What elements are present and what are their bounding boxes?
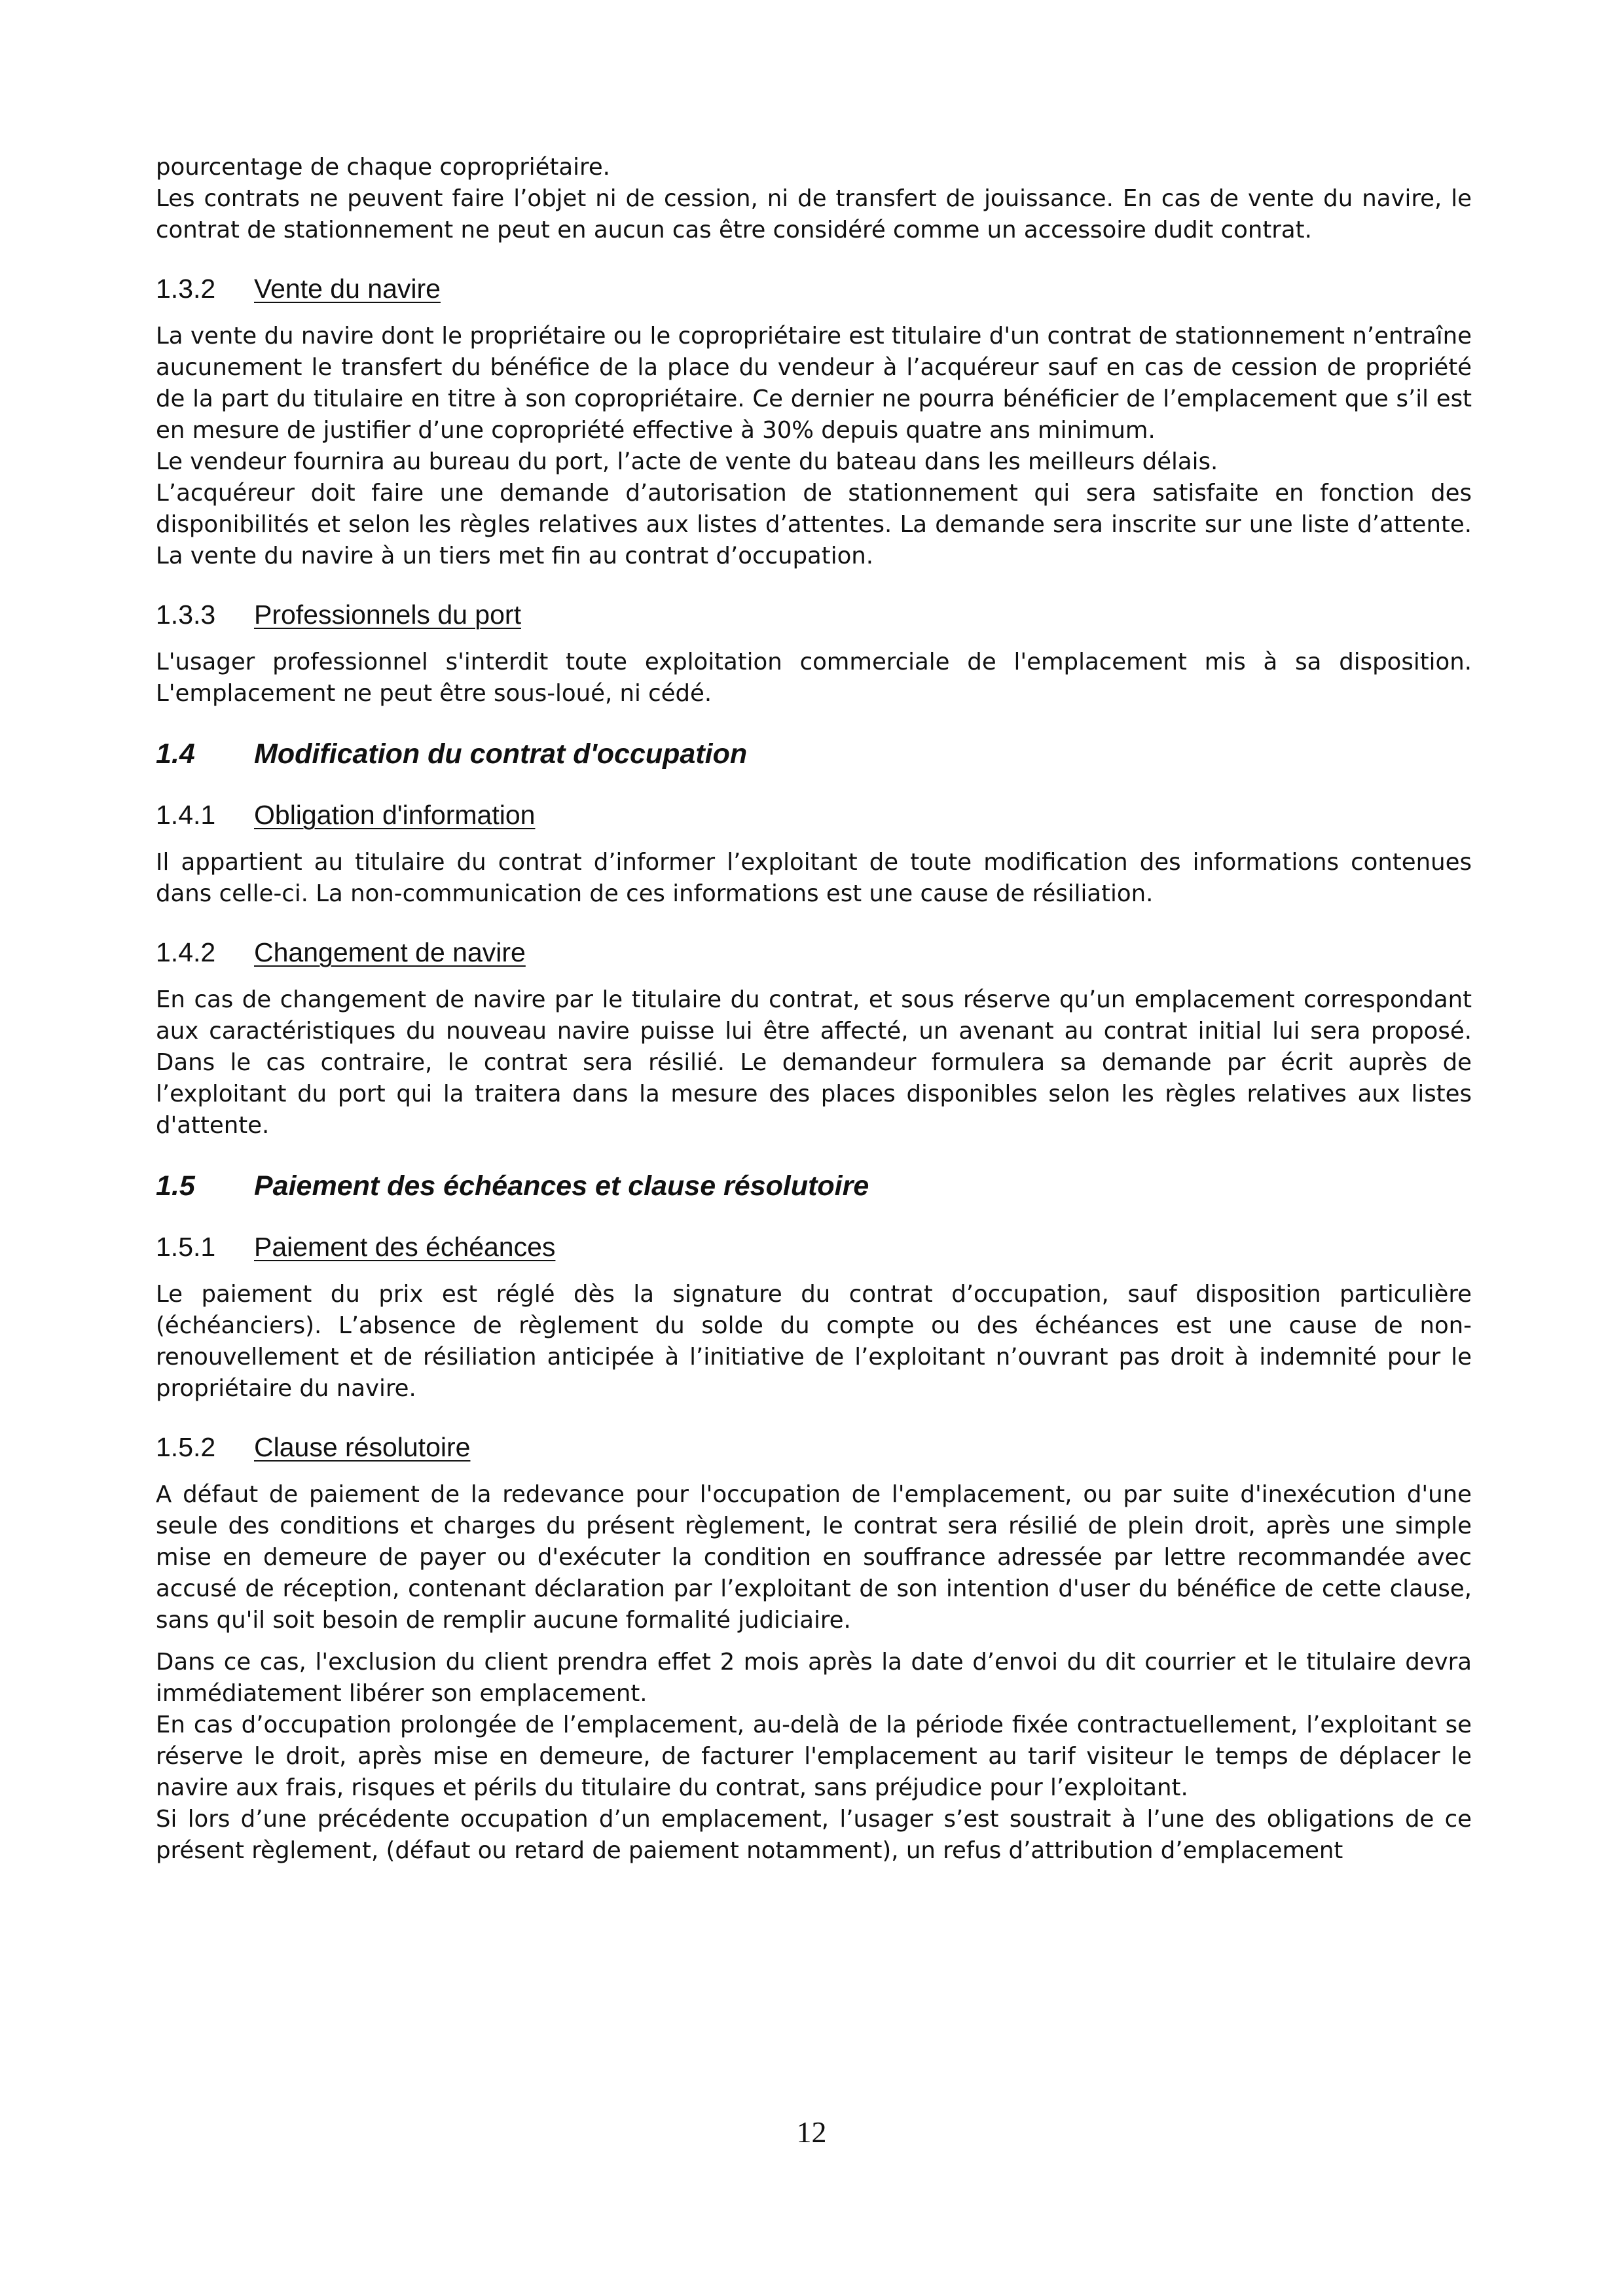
- section-title: Clause résolutoire: [254, 1432, 471, 1462]
- paragraph: L’acquéreur doit faire une demande d’autorisation de stationnement qui sera satisfaite en fonction des disponibilités et selon les règles relatives aux listes d’attentes. La demande sera inscrite sur une liste d’attente. La vente du navire à un tiers met fin au contrat d’occupation.: [156, 480, 1472, 569]
- paragraph: Dans ce cas, l'exclusion du client prendra effet 2 mois après la date d’envoi du dit courrier et le titulaire devra immédiatement libérer son emplacement.: [156, 1649, 1472, 1707]
- section-title: Paiement des échéances et clause résolutoire: [254, 1170, 869, 1202]
- section-heading-1-5: [156, 1168, 1472, 1204]
- section-title: Obligation d'information: [254, 800, 536, 830]
- section-heading-1-5-2: [156, 1429, 1472, 1465]
- paragraph: A défaut de paiement de la redevance pour l'occupation de l'emplacement, ou par suite d'inexécution d'une seule des conditions et charges du présent règlement, le contrat sera résilié de plein droit, après une simple mise en demeure de payer ou d'exécuter la condition en souffrance adressée par lettre recommandée avec accusé de réception, contenant déclaration par l’exploitant de son intention d'user du bénéfice de cette clause, sans qu'il soit besoin de remplir aucune formalité judiciaire.: [156, 1481, 1472, 1634]
- section-heading-1-3-2: [156, 271, 1472, 306]
- section-number: 1.5.1: [156, 1232, 216, 1262]
- paragraph: En cas de changement de navire par le titulaire du contrat, et sous réserve qu’un emplacement correspondant aux caractéristiques du nouveau navire puisse lui être affecté, un avenant au contrat initial lui sera proposé. Dans le cas contraire, le contrat sera résilié. Le demandeur formulera sa demande par écrit auprès de l’exploitant du port qui la traitera dans la mesure des places disponibles selon les règles relatives aux listes d'attente.: [156, 986, 1472, 1139]
- paragraph: Le vendeur fournira au bureau du port, l’acte de vente du bateau dans les meilleurs délais.: [156, 448, 1218, 475]
- section-number: 1.5.2: [156, 1432, 216, 1462]
- section-title: Professionnels du port: [254, 600, 521, 630]
- section-heading-1-4-1: [156, 797, 1472, 833]
- section-title: Paiement des échéances: [254, 1232, 556, 1262]
- paragraph: Si lors d’une précédente occupation d’un emplacement, l’usager s’est soustrait à l’une des obligations de ce présent règlement, (défaut ou retard de paiement notamment), un refus d’attribution d’emplacement: [156, 1806, 1472, 1864]
- paragraph: pourcentage de chaque copropriétaire.: [156, 154, 610, 181]
- section-heading-1-4: [156, 736, 1472, 772]
- paragraph: Il appartient au titulaire du contrat d’informer l’exploitant de toute modification des informations contenues dans celle-ci. La non-communication de ces informations est une cause de résiliation.: [156, 849, 1472, 907]
- page-content: [156, 152, 1472, 1867]
- section-title: Modification du contrat d'occupation: [254, 738, 748, 770]
- paragraph: La vente du navire dont le propriétaire ou le copropriétaire est titulaire d'un contrat de stationnement n’entraîne aucunement le transfert du bénéfice de la place du vendeur à l’acquéreur sauf en cas de cession de propriété de la part du titulaire en titre à son copropriétaire. Ce dernier ne pourra bénéficier de l’emplacement que s’il est en mesure de justifier d’une copropriété effective à 30% depuis quatre ans minimum.: [156, 323, 1472, 444]
- section-number: 1.3.3: [156, 600, 216, 630]
- section-number: 1.5: [156, 1170, 195, 1202]
- section-number: 1.4.1: [156, 800, 216, 830]
- paragraph: L'usager professionnel s'interdit toute exploitation commerciale de l'emplacement mis à sa disposition. L'emplacement ne peut être sous-loué, ni cédé.: [156, 649, 1472, 707]
- paragraph: Les contrats ne peuvent faire l’objet ni de cession, ni de transfert de jouissance. En cas de vente du navire, le contrat de stationnement ne peut en aucun cas être considéré comme un accessoire dudit contrat.: [156, 185, 1472, 243]
- section-number: 1.4: [156, 738, 195, 770]
- section-title: Changement de navire: [254, 937, 526, 967]
- section-heading-1-5-1: [156, 1229, 1472, 1265]
- section-heading-1-4-2: [156, 935, 1472, 970]
- section-heading-1-3-3: [156, 597, 1472, 632]
- section-number: 1.3.2: [156, 274, 216, 304]
- paragraph: Le paiement du prix est réglé dès la signature du contrat d’occupation, sauf disposition particulière (échéanciers). L’absence de règlement du solde du compte ou des échéances est une cause de non-renouvellement et de résiliation anticipée à l’initiative de l’exploitant n’ouvrant pas droit à indemnité pour le propriétaire du navire.: [156, 1281, 1472, 1402]
- section-title: Vente du navire: [254, 274, 441, 304]
- page-number: 12: [796, 2115, 827, 2149]
- section-number: 1.4.2: [156, 937, 216, 967]
- paragraph: En cas d’occupation prolongée de l’emplacement, au-delà de la période fixée contractuellement, l’exploitant se réserve le droit, après mise en demeure, de facturer l'emplacement au tarif visiteur le temps de déplacer le navire aux frais, risques et périls du titulaire du contrat, sans préjudice pour l’exploitant.: [156, 1712, 1472, 1801]
